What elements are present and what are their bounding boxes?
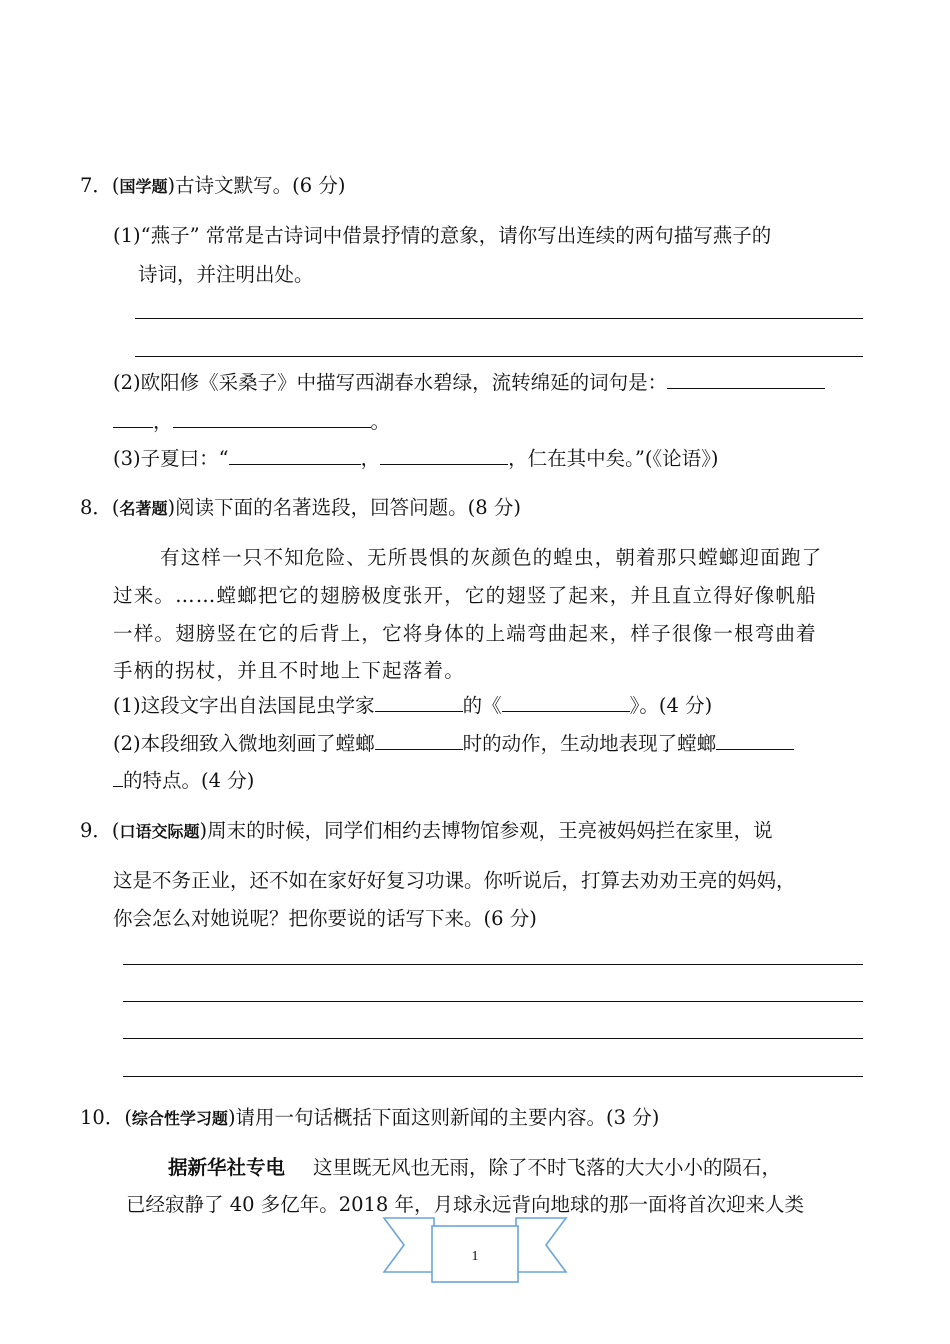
answer-line[interactable] xyxy=(123,1076,863,1077)
page-number: 1 xyxy=(471,1249,479,1264)
answer-line[interactable] xyxy=(123,1038,863,1039)
fill-blank[interactable] xyxy=(375,693,463,712)
q7-tag: 国学题 xyxy=(119,177,168,196)
q7-part3: (3)子夏曰：“ ， ，仁在其中矣。”(《论语》) xyxy=(113,447,719,470)
answer-line[interactable] xyxy=(123,1001,863,1002)
page-number-badge xyxy=(382,1214,568,1288)
q7-part2-line2: ， 。 xyxy=(113,408,390,436)
q8-passage-line: 一样。翅膀竖在它的后背上，它将身体的上端弯曲起来，样子很像一根弯曲着 xyxy=(113,622,817,645)
q8-title: 8．(名著题)阅读下面的名著选段，回答问题。(8 分) xyxy=(80,496,521,519)
q8-part2-line2: 的特点。(4 分) xyxy=(113,767,254,795)
q8-tag: 名著题 xyxy=(119,499,168,518)
q7-part2-line1: (2)欧阳修《采桑子》中描写西湖春水碧绿，流转绵延的词句是： xyxy=(113,369,825,397)
fill-blank[interactable] xyxy=(667,370,825,389)
q7-part1-line1: (1)“燕子” 常常是古诗词中借景抒情的意象，请你写出连续的两句描写燕子的 xyxy=(113,224,772,247)
q9-line2: 这是不务正业，还不如在家好好复习功课。你听说后，打算去劝劝王亮的妈妈， xyxy=(113,869,796,892)
q8-passage-line: 手柄的拐杖，并且不时地上下起落着。 xyxy=(113,659,465,682)
answer-line[interactable] xyxy=(135,318,863,319)
q10-news-line2: 已经寂静了 40 多亿年。2018 年，月球永远背向地球的那一面将首次迎来人类 xyxy=(126,1193,805,1216)
fill-blank[interactable] xyxy=(113,768,123,787)
q10-news-source: 据新华社专电 xyxy=(168,1156,286,1179)
fill-blank[interactable] xyxy=(375,731,463,750)
q8-part1: (1)这段文字出自法国昆虫学家 的《 》。(4 分) xyxy=(113,694,713,717)
q10-title: 10．(综合性学习题)请用一句话概括下面这则新闻的主要内容。(3 分) xyxy=(80,1106,660,1129)
fill-blank[interactable] xyxy=(502,693,630,712)
q9-title: 9．(口语交际题)周末的时候，同学们相约去博物馆参观，王亮被妈妈拦在家里，说 xyxy=(80,819,773,842)
q10-tag: 综合性学习题 xyxy=(131,1109,228,1128)
q9-tag: 口语交际题 xyxy=(119,822,200,841)
fill-blank[interactable] xyxy=(380,446,508,465)
fill-blank[interactable] xyxy=(113,409,153,428)
fill-blank[interactable] xyxy=(173,409,371,428)
q10-news-line1: 据新华社专电 这里既无风也无雨，除了不时飞落的大大小小的陨石， xyxy=(168,1156,782,1179)
answer-line[interactable] xyxy=(135,356,863,357)
fill-blank[interactable] xyxy=(229,446,361,465)
q7-part1-line2: 诗词，并注明出处。 xyxy=(138,263,314,286)
q9-line3: 你会怎么对她说呢？把你要说的话写下来。(6 分) xyxy=(113,907,537,930)
fill-blank[interactable] xyxy=(716,731,794,750)
q8-part2-line1: (2)本段细致入微地刻画了螳螂 时的动作，生动地表现了螳螂 xyxy=(113,730,794,758)
q7-title: 7．(国学题)古诗文默写。(6 分) xyxy=(80,174,346,197)
q8-passage-line: 有这样一只不知危险、无所畏惧的灰颜色的蝗虫，朝着那只螳螂迎面跑了 xyxy=(160,546,823,569)
answer-line[interactable] xyxy=(123,964,863,965)
q8-passage-line: 过来。……螳螂把它的翅膀极度张开，它的翅竖了起来，并且直立得好像帆船 xyxy=(113,584,817,607)
